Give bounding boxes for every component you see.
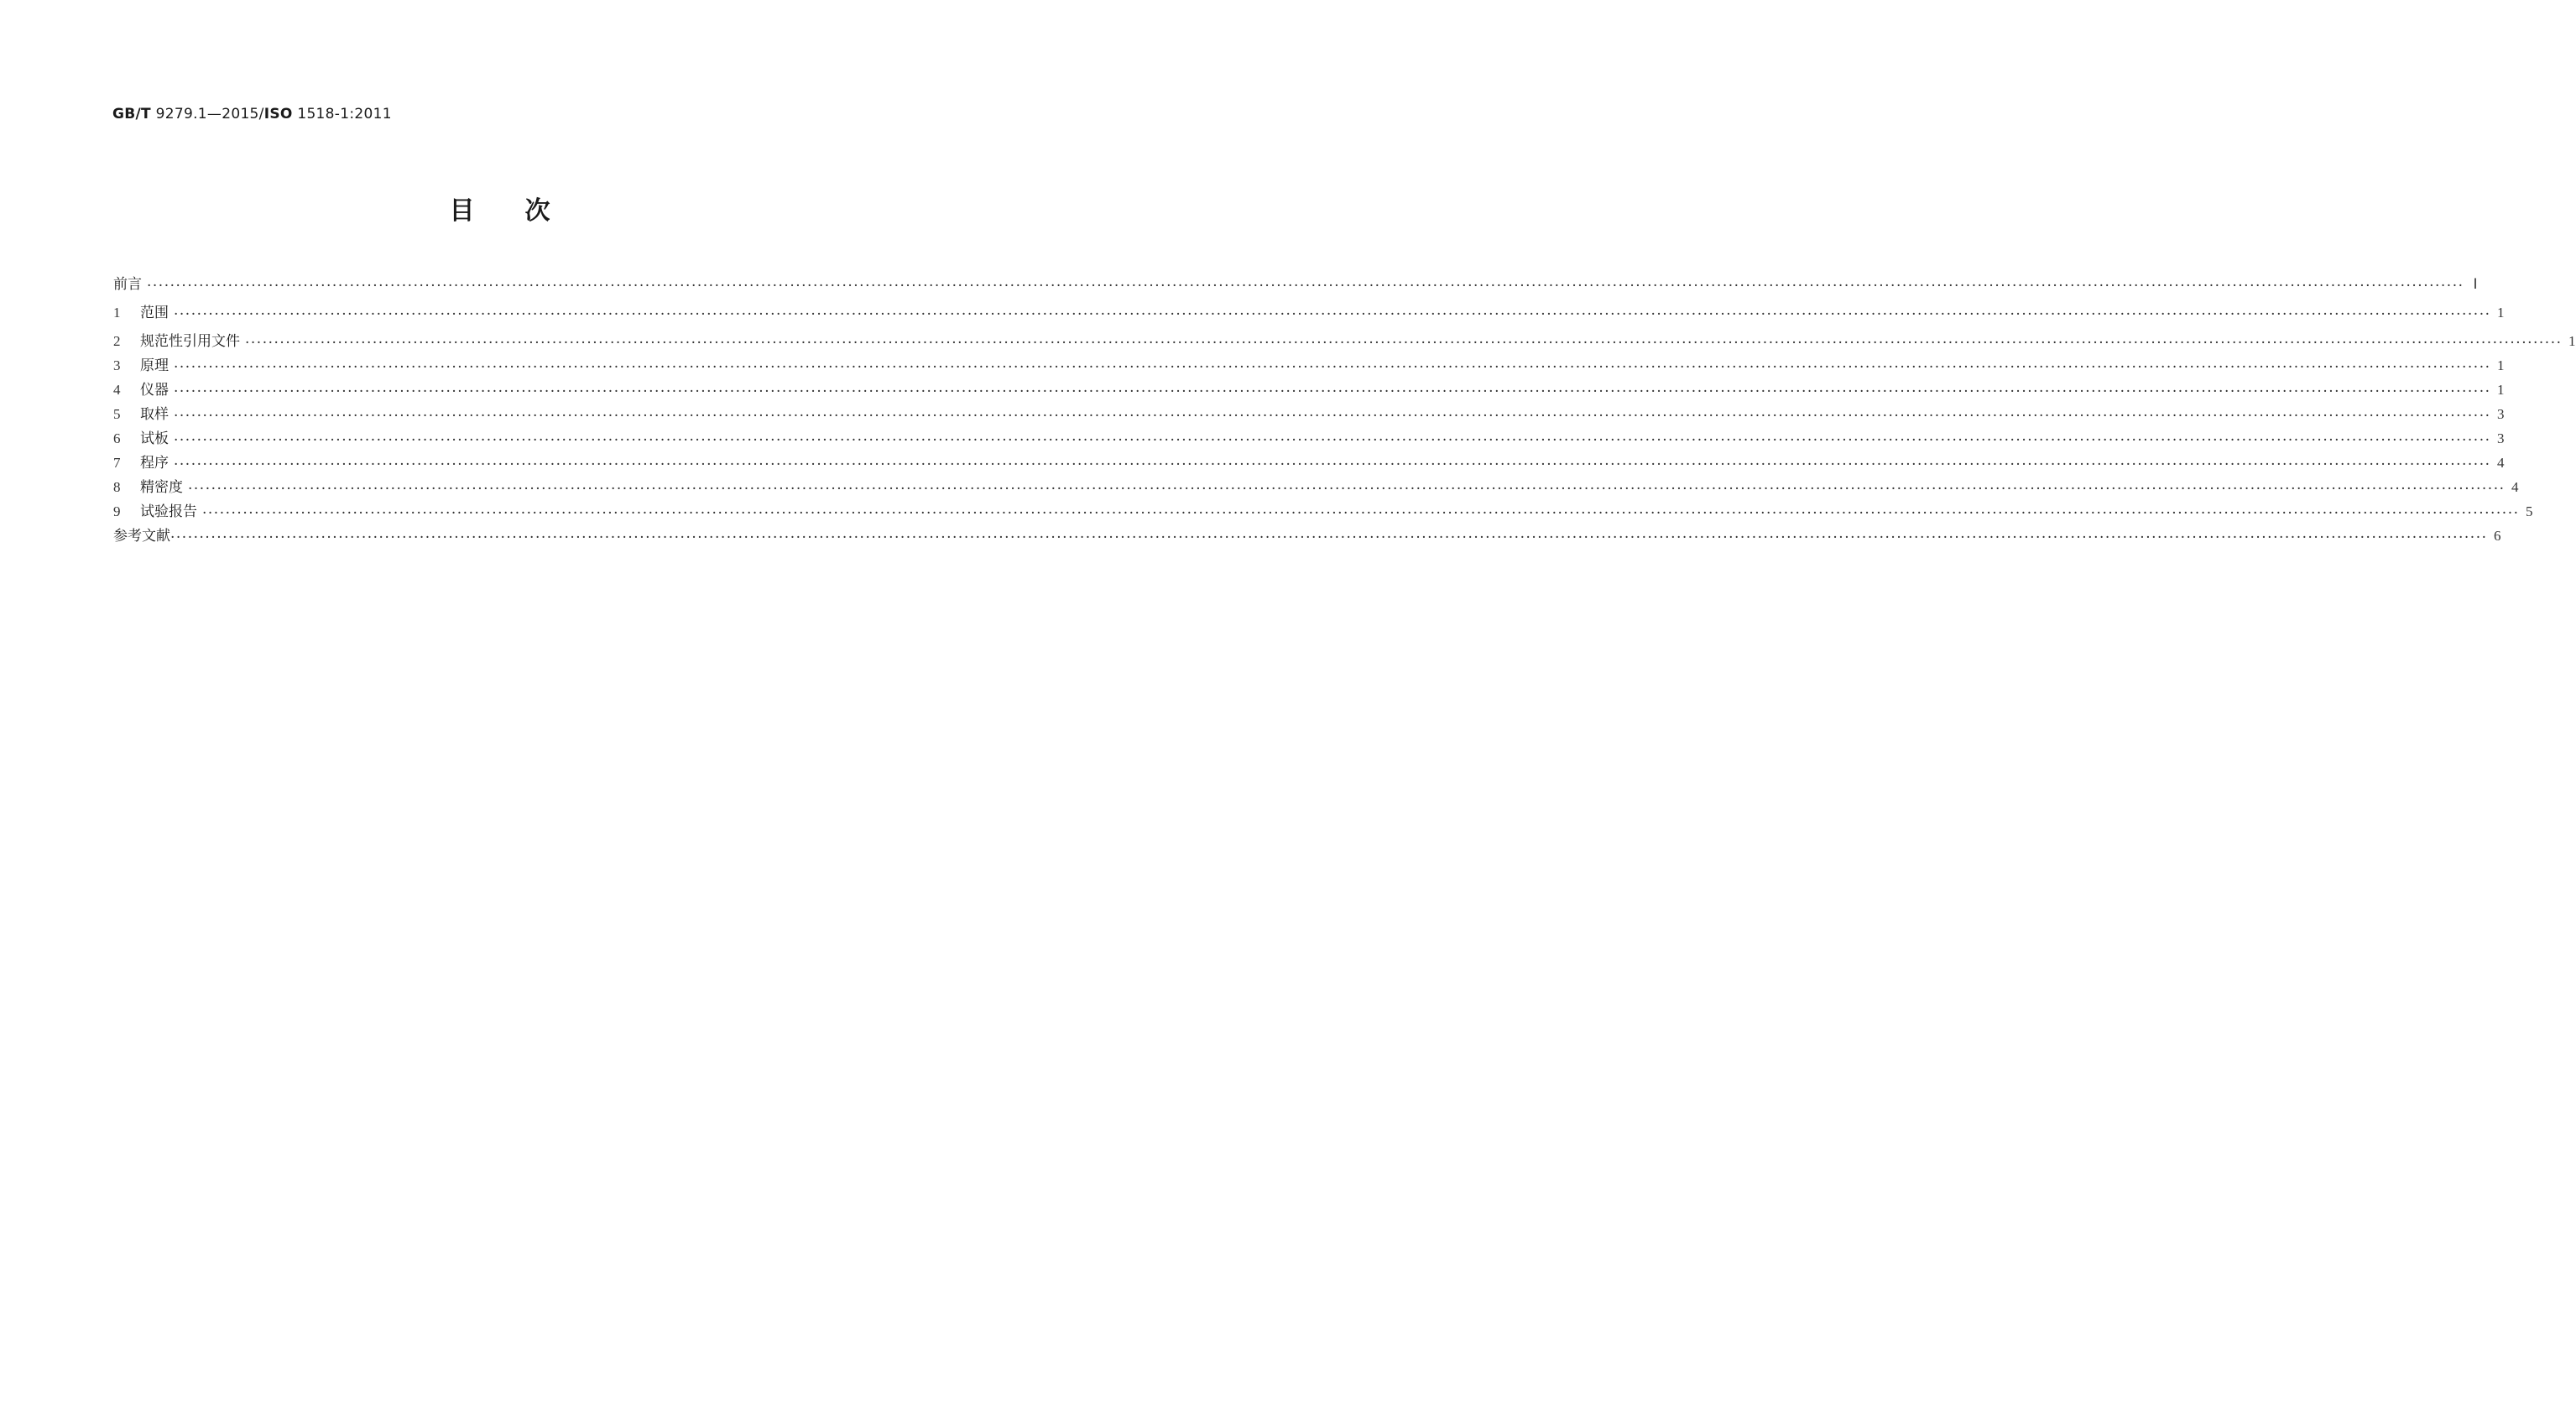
toc-leader-dots: ················································································································································································································································································································································································································ <box>147 278 2464 295</box>
iso-prefix: ISO <box>263 106 293 123</box>
toc-entry-label: 规范性引用文件 <box>140 333 240 350</box>
toc-entry-label: 试验报告 <box>140 503 197 520</box>
toc-entry-normative-references[interactable] <box>113 331 2576 352</box>
toc-entry-page: 1 <box>2497 357 2505 373</box>
toc-entry-number: 8 <box>113 479 121 495</box>
toc-entry-foreword[interactable] <box>113 274 2478 295</box>
standard-prefix: GB/T <box>112 106 151 123</box>
toc-entry-label: 精密度 <box>140 479 183 496</box>
toc-entry-page: 1 <box>2497 382 2505 398</box>
toc-entry-page: 4 <box>2511 479 2519 495</box>
toc-entry-precision[interactable] <box>113 477 2519 498</box>
toc-entry-test-report[interactable] <box>113 502 2533 522</box>
toc-leader-dots: ················································································································································································································································································································································································································ <box>174 359 2491 376</box>
toc-leader-dots: ················································································································································································································································································································································································································ <box>170 529 2488 546</box>
standard-number: 9279.1—2015/ <box>150 106 264 123</box>
toc-entry-page: 1 <box>2497 305 2505 321</box>
toc-entry-page: 4 <box>2497 455 2505 471</box>
toc-entry-label: 试板 <box>140 430 169 447</box>
toc-leader-dots: ················································································································································································································································································································································································································ <box>174 383 2491 400</box>
toc-entry-label: 仪器 <box>140 382 169 399</box>
toc-leader-dots: ················································································································································································································································································································································································································ <box>174 456 2491 473</box>
toc-entry-page: Ⅰ <box>2473 276 2478 292</box>
toc-entry-page: 1 <box>2568 333 2576 349</box>
toc-entry-label: 前言 <box>113 276 142 293</box>
toc-entry-page: 3 <box>2497 406 2505 422</box>
toc-leader-dots: ················································································································································································································································································································································································································ <box>174 306 2491 323</box>
toc-entry-number: 2 <box>113 333 121 349</box>
toc-entry-number: 3 <box>113 357 121 373</box>
toc-entry-number: 9 <box>113 503 121 519</box>
toc-entry-number: 4 <box>113 382 121 398</box>
toc-entry-apparatus[interactable] <box>113 380 2505 400</box>
toc-entry-label: 程序 <box>140 455 169 472</box>
toc-leader-dots: ················································································································································································································································································································································································································ <box>188 481 2506 498</box>
toc-entry-label: 参考文献 <box>113 528 170 545</box>
toc-leader-dots: ················································································································································································································································································································································································································ <box>202 505 2520 522</box>
toc-entry-number: 6 <box>113 430 121 446</box>
standard-code <box>112 106 392 123</box>
toc-entry-label: 取样 <box>140 406 169 423</box>
toc-entry-number: 7 <box>113 455 121 471</box>
toc-entry-label: 范围 <box>140 305 169 321</box>
toc-entry-principle[interactable] <box>113 356 2505 376</box>
toc-entry-page: 5 <box>2526 503 2533 519</box>
page-title: 目次 <box>449 196 601 226</box>
toc-entry-number: 5 <box>113 406 121 422</box>
toc-entry-sampling[interactable] <box>113 404 2505 425</box>
toc-entry-page: 3 <box>2497 430 2505 446</box>
toc-entry-bibliography[interactable] <box>113 526 2501 546</box>
toc-entry-number: 1 <box>113 305 121 321</box>
toc-entry-test-panels[interactable] <box>113 429 2505 449</box>
toc-leader-dots: ················································································································································································································································································································································································································ <box>174 408 2491 425</box>
toc-entry-label: 原理 <box>140 357 169 374</box>
iso-number: 1518-1:2011 <box>292 106 392 123</box>
toc-leader-dots: ················································································································································································································································································································································································································ <box>245 335 2563 352</box>
toc-entry-scope[interactable] <box>113 303 2505 323</box>
toc-leader-dots: ················································································································································································································································································································································································································ <box>174 432 2491 449</box>
toc-entry-page: 6 <box>2494 528 2501 544</box>
toc-entry-procedure[interactable] <box>113 453 2505 473</box>
